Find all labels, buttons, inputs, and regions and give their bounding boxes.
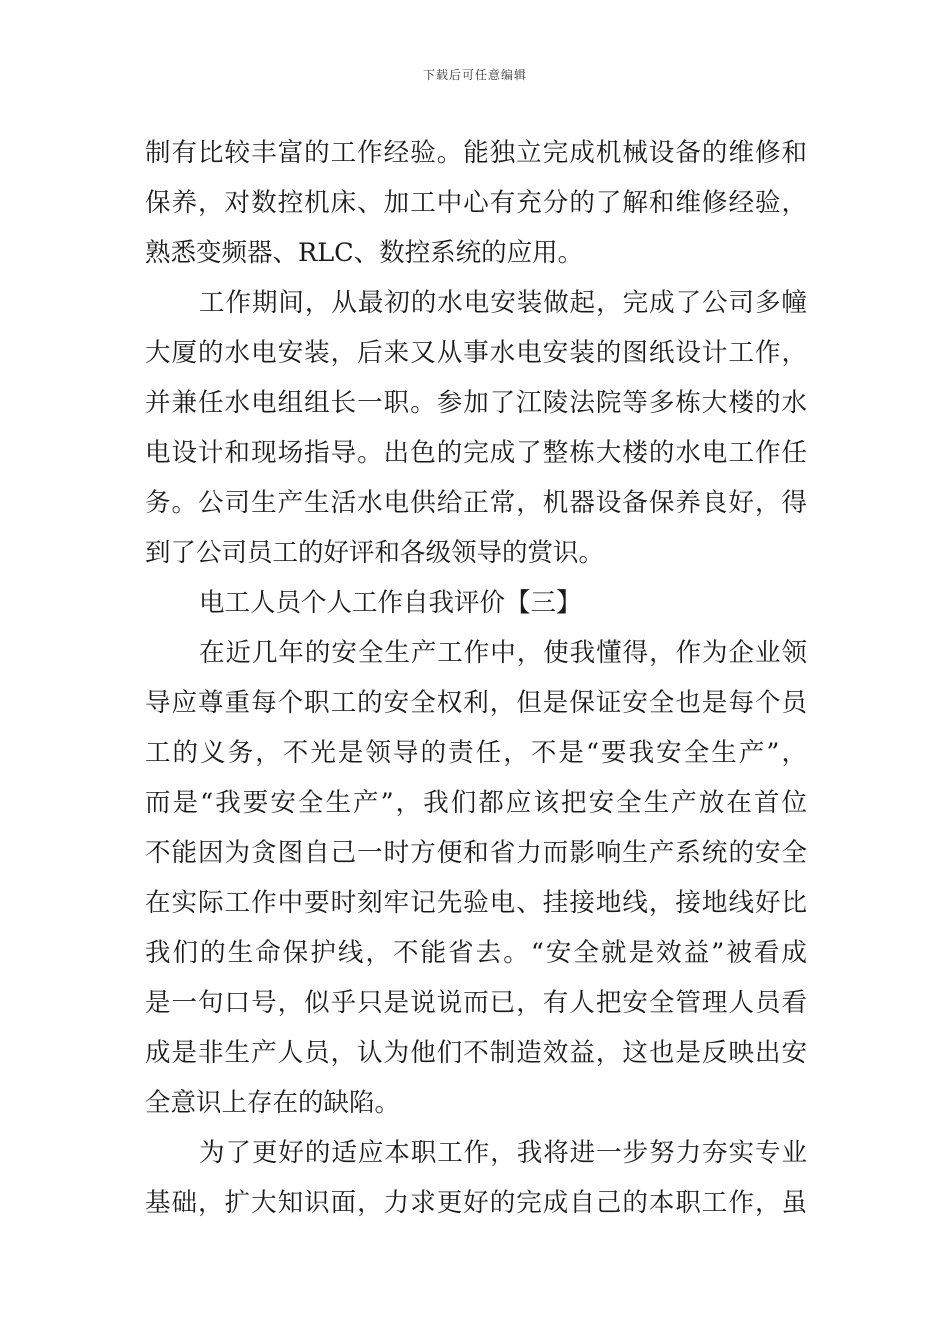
text-line: 导应尊重每个职工的安全权利，但是保证安全也是每个员 [145,688,807,718]
text-line: 并兼任水电组组长一职。参加了江陵法院等多栋大楼的水 [145,388,807,418]
text-line: 基础，扩大知识面，力求更好的完成自己的本职工作，虽 [145,1188,807,1218]
text-line: 而是“我要安全生产”，我们都应该把安全生产放在首位 [145,788,807,818]
text-line: 务。公司生产生活水电供给正常，机器设备保养良好，得 [145,488,807,518]
text-line: 成是非生产人员，认为他们不制造效益，这也是反映出安 [145,1038,807,1068]
document-body [145,128,807,1228]
text-line: 在实际工作中要时刻牢记先验电、挂接地线，接地线好比 [145,888,807,918]
page-header-note: 下载后可任意编辑 [422,68,527,82]
text-line: 制有比较丰富的工作经验。能独立完成机械设备的维修和 [145,138,807,168]
paragraph-start-line: 为了更好的适应本职工作，我将进一步努力夯实专业 [199,1138,807,1168]
text-line: 保养，对数控机床、加工中心有充分的了解和维修经验， [145,188,807,218]
text-line: 是一句口号，似乎只是说说而已，有人把安全管理人员看 [145,988,807,1018]
text-line: 我们的生命保护线，不能省去。“安全就是效益”被看成 [145,938,807,968]
section-heading: 电工人员个人工作自我评价【三】 [199,588,582,618]
text-line: 熟悉变频器、RLC、数控系统的应用。 [145,238,584,268]
text-line: 不能因为贪图自己一时方便和省力而影响生产系统的安全 [145,838,807,868]
text-line: 大厦的水电安装，后来又从事水电安装的图纸设计工作， [145,338,807,368]
paragraph-start-line: 工作期间，从最初的水电安装做起，完成了公司多幢 [199,288,807,318]
text-line: 全意识上存在的缺陷。 [145,1088,401,1118]
text-line: 工的义务，不光是领导的责任，不是“要我安全生产”， [145,738,807,768]
paragraph-start-line: 在近几年的安全生产工作中，使我懂得，作为企业领 [199,638,807,668]
text-line: 到了公司员工的好评和各级领导的赏识。 [145,538,605,568]
text-line: 电设计和现场指导。出色的完成了整栋大楼的水电工作任 [145,438,807,468]
